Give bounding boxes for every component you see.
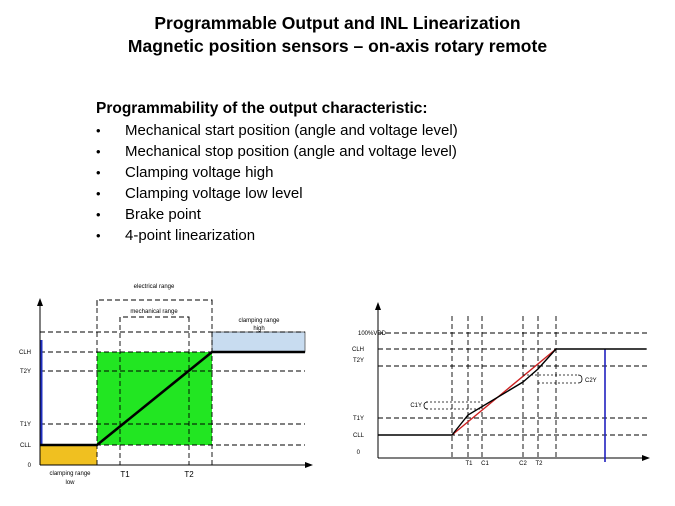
y-label-cll: CLL [19, 443, 31, 449]
clamping-low-region [40, 445, 97, 465]
y-axis-arrow-icon [375, 302, 381, 310]
electrical-range-bracket [97, 300, 212, 306]
x-label-t1: T1 [120, 470, 130, 479]
bullet-icon: • [96, 207, 101, 222]
y-label-zero: 0 [27, 463, 31, 469]
x-label-t1: T1 [465, 461, 473, 467]
vertical-guides [452, 316, 556, 458]
list-item-text: Brake point [125, 206, 201, 223]
bullet-icon: • [96, 123, 101, 138]
c2y-label: C2Y [585, 378, 597, 384]
y-label-t2y: T2Y [352, 358, 364, 364]
list-item-text: Clamping voltage high [125, 164, 274, 181]
list-item-text: Clamping voltage low level [125, 185, 303, 202]
y-label-t1y: T1Y [352, 416, 364, 422]
bullet-icon: • [96, 186, 101, 201]
c1y-brace-icon [424, 402, 428, 409]
clamping-low-label: clamping range [49, 471, 91, 477]
list-item-text: Mechanical stop position (angle and voltage level) [125, 143, 457, 160]
list-item-text: 4-point linearization [125, 227, 256, 244]
c1y-label: C1Y [410, 403, 422, 409]
list-item [96, 162, 458, 183]
output-characteristic-diagram [18, 270, 317, 495]
x-axis-labels [465, 461, 543, 467]
y-axis-labels [352, 331, 387, 456]
list-item [96, 141, 458, 162]
x-label-c2: C2 [519, 461, 527, 467]
y-label-t2y: T2Y [19, 369, 31, 375]
x-label-c1: C1 [481, 461, 489, 467]
c2y-brace-icon [578, 375, 582, 383]
y-label-zero: 0 [356, 450, 360, 456]
x-axis-arrow-icon [642, 455, 650, 461]
y-label-clh: CLH [351, 347, 364, 353]
mechanical-range-label: mechanical range [130, 309, 178, 315]
mechanical-range-bracket [120, 317, 189, 322]
x-axis-arrow-icon [305, 462, 313, 468]
x-label-t2: T2 [535, 461, 543, 467]
y-label-vdd: 100%VDD [357, 331, 386, 337]
x-label-t2: T2 [184, 470, 194, 479]
clamping-high-label: clamping range [238, 318, 280, 324]
electrical-range-label: electrical range [133, 284, 175, 290]
bullet-icon: • [96, 228, 101, 243]
list-heading: Programmability of the output characteristic: [96, 100, 428, 117]
slide-subtitle: Magnetic position sensors – on-axis rotary remote [127, 36, 548, 56]
clamping-high-region [212, 332, 305, 352]
y-label-clh: CLH [18, 350, 31, 356]
list-item [96, 225, 458, 246]
list-item [96, 183, 458, 204]
list-item [96, 204, 458, 225]
slide-title: Programmable Output and INL Linearization [154, 13, 521, 33]
offset-markers [426, 375, 578, 409]
list-item-text: Mechanical start position (angle and voltage level) [125, 122, 458, 139]
bullet-icon: • [96, 144, 101, 159]
linearization-diagram [338, 296, 658, 471]
feature-list [96, 120, 458, 246]
clamping-low-label-2: low [65, 480, 75, 486]
clamping-high-label-2: high [253, 326, 265, 332]
list-item [96, 120, 458, 141]
y-axis-labels [19, 350, 32, 469]
y-label-t1y: T1Y [19, 422, 31, 428]
y-axis-arrow-icon [37, 298, 43, 306]
y-label-cll: CLL [352, 433, 364, 439]
bullet-icon: • [96, 165, 101, 180]
